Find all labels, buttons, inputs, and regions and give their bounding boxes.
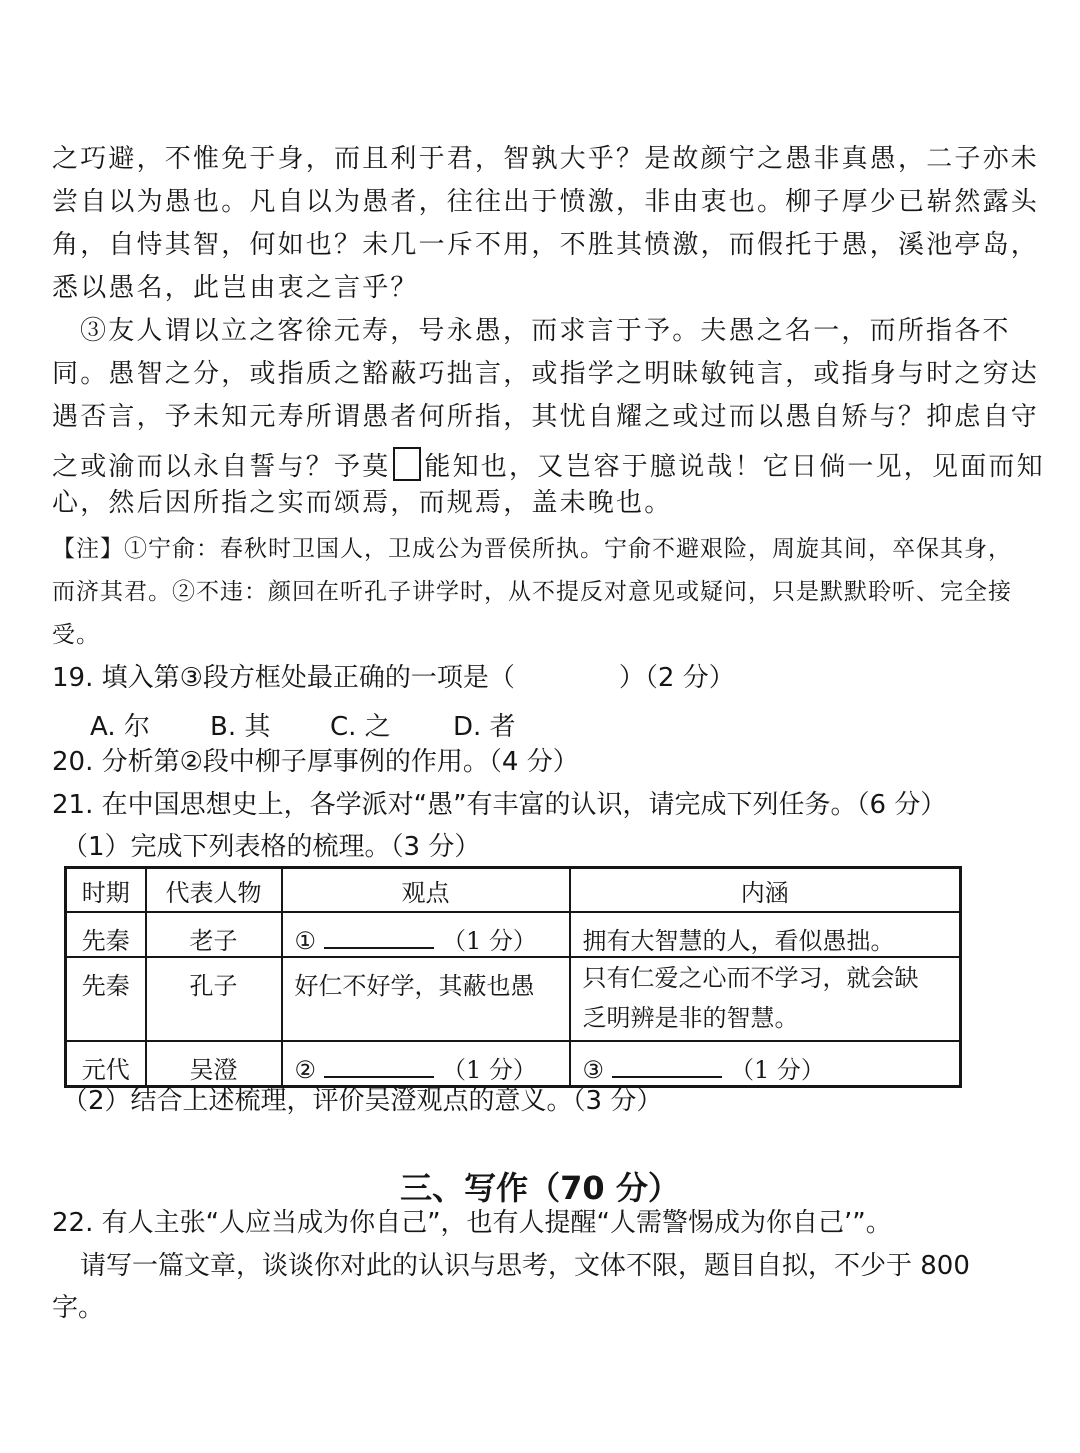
option-d: D. 者 [453, 712, 516, 742]
cell-view[interactable] [282, 1041, 570, 1087]
passage-line-part: 之或渝而以永自誓与？予莫 [52, 452, 391, 482]
note-line: 【注】①宁俞：春秋时卫国人，卫成公为晋侯所执。宁俞不避艰险，周旋其间，卒保其身， [52, 536, 1012, 562]
section-title: 三、写作（70 分） [400, 1169, 680, 1207]
cell-period: 先秦 [66, 957, 146, 1041]
answer-blank[interactable] [324, 927, 434, 949]
question-21-2: （2）结合上述梳理，评价吴澄观点的意义。（3 分） [62, 1086, 663, 1116]
writing-prompt-line: 字。 [52, 1293, 105, 1323]
blank-marker: ③ [582, 1056, 605, 1084]
table-header-row [66, 868, 961, 913]
meaning-line: 乏明辨是非的智慧。 [582, 1004, 799, 1032]
cell-meaning[interactable] [570, 1041, 961, 1087]
passage-line: 尝自以为愚也。凡自以为愚者，往往出于愤激，非由衷也。柳子厚少已崭然露头 [52, 187, 1040, 217]
blank-marker: ① [294, 927, 317, 955]
cell-person: 老子 [146, 912, 282, 957]
header-view: 观点 [282, 868, 570, 913]
question-20: 20. 分析第②段中柳子厚事例的作用。（4 分） [52, 747, 579, 777]
passage-line: 同。愚智之分，或指质之豁蔽巧拙言，或指学之明昧敏钝言，或指身与时之穷达 [52, 359, 1040, 389]
question-22: 22. 有人主张“人应当成为你自己”，也有人提醒“人需警惕成为你自己’”。 [52, 1208, 892, 1238]
option-a: A. 尔 [90, 712, 150, 742]
passage-line: 心，然后因所指之实而颂焉，而规焉，盖未晚也。 [52, 488, 673, 518]
passage-line: 遇否言，予未知元寿所谓愚者何所指，其忧自耀之或过而以愚自矫与？抑虑自守 [52, 402, 1040, 432]
table-row [66, 957, 961, 1041]
header-meaning: 内涵 [570, 868, 961, 913]
blank-score: （1 分） [730, 1056, 825, 1084]
passage-line: 之巧避，不惟免于身，而且利于君，智孰大乎？是故颜宁之愚非真愚，二子亦未 [52, 144, 1040, 174]
blank-score: （1 分） [442, 927, 537, 955]
passage-line: ③友人谓以立之客徐元寿，号永愚，而求言于予。夫愚之名一，而所指各不 [80, 316, 1011, 346]
passage-line: 悉以愚名，此岂由衷之言乎？ [52, 273, 419, 303]
note-line: 而济其君。②不违：颜回在听孔子讲学时，从不提反对意见或疑问，只是默默聆听、完全接 [52, 579, 1012, 605]
writing-prompt-line: 请写一篇文章，谈谈你对此的认识与思考，文体不限，题目自拟，不少于 800 [80, 1251, 970, 1281]
answer-box [393, 447, 421, 481]
passage-line-part: 能知也，又岂容于臆说哉！它日倘一见，见面而知 [424, 452, 1045, 482]
option-c: C. 之 [330, 712, 391, 742]
cell-person: 吴澄 [146, 1041, 282, 1087]
summary-table [64, 866, 962, 1088]
passage-line [52, 447, 1045, 481]
table-row [66, 1041, 961, 1087]
cell-meaning: 拥有大智慧的人，看似愚拙。 [570, 912, 961, 957]
blank-score: （1 分） [442, 1056, 537, 1084]
answer-blank[interactable] [612, 1056, 722, 1078]
answer-blank[interactable] [324, 1056, 434, 1078]
cell-person: 孔子 [146, 957, 282, 1041]
question-19: 19. 填入第③段方框处最正确的一项是（ ）（2 分） [52, 663, 735, 693]
cell-period: 先秦 [66, 912, 146, 957]
meaning-line: 只有仁爱之心而不学习，就会缺 [582, 964, 919, 992]
note-line: 受。 [52, 622, 100, 648]
cell-meaning [570, 957, 961, 1041]
blank-marker: ② [294, 1056, 317, 1084]
question-21-1: （1）完成下列表格的梳理。（3 分） [62, 832, 481, 862]
question-21: 21. 在中国思想史上，各学派对“愚”有丰富的认识，请完成下列任务。（6 分） [52, 790, 947, 820]
header-period: 时期 [66, 868, 146, 913]
cell-view[interactable] [282, 912, 570, 957]
cell-period: 元代 [66, 1041, 146, 1087]
table-row [66, 912, 961, 957]
header-person: 代表人物 [146, 868, 282, 913]
cell-view: 好仁不好学，其蔽也愚 [282, 957, 570, 1041]
option-b: B. 其 [210, 712, 271, 742]
passage-line: 角，自恃其智，何如也？未几一斥不用，不胜其愤激，而假托于愚，溪池亭岛， [52, 230, 1040, 260]
